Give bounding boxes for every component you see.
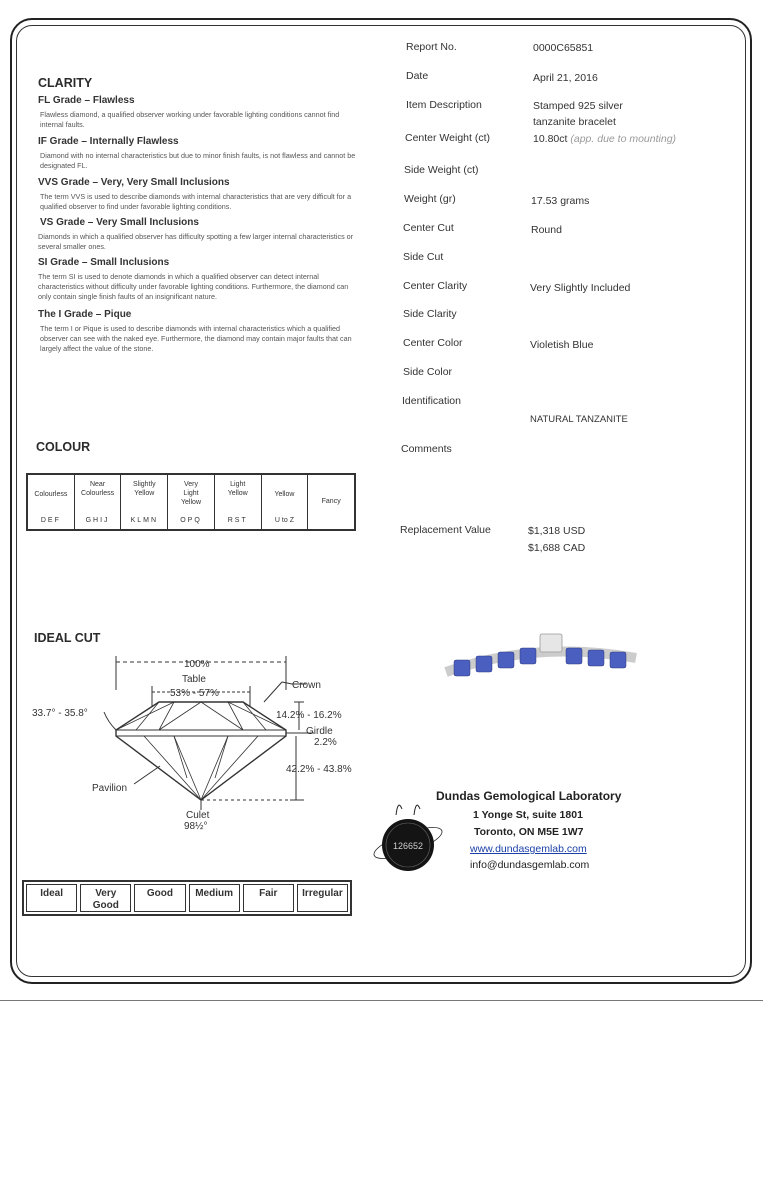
label-date: Date	[406, 70, 429, 82]
lab-address-line1: 1 Yonge St, suite 1801	[473, 809, 583, 821]
grade-text-vvs: The term VVS is used to describe diamonds with internal characteristics that are very difficult for a qualified observer to find under favorable lighting conditions.	[40, 192, 352, 211]
label-table: Table	[182, 674, 206, 685]
lab-name: Dundas Gemological Laboratory	[436, 789, 622, 803]
label-side-clarity: Side Clarity	[403, 308, 457, 320]
colour-code: DEF	[40, 517, 61, 524]
grade-title-i: The I Grade – Pique	[38, 309, 132, 320]
cut-grade-ideal: Ideal	[26, 884, 77, 912]
colour-grade-table	[26, 473, 356, 531]
page-divider	[0, 1000, 763, 1001]
colour-heading: COLOUR	[36, 440, 91, 454]
label-center-color: Center Color	[403, 337, 463, 349]
cut-grade-irregular: Irregular	[297, 884, 348, 912]
grade-text-if: Diamond with no internal characteristics but due to minor finish faults, is not flawless and cannot be designated FL.	[40, 151, 356, 170]
label-weight-gr: Weight (gr)	[404, 193, 456, 205]
value-weight-gr: 17.53 grams	[531, 195, 590, 207]
crown-facet-left	[136, 702, 159, 730]
label-center-weight: Center Weight (ct)	[405, 132, 490, 144]
label-girdle-value: 2.2%	[314, 737, 337, 748]
label-side-color: Side Color	[403, 366, 453, 378]
label-center-clarity: Center Clarity	[403, 280, 468, 292]
label-item-description: Item Description	[406, 99, 482, 111]
label-culet-value: 98½°	[184, 821, 208, 832]
label-culet: Culet	[186, 810, 210, 821]
value-item-description: Stamped 925 silver	[533, 100, 623, 112]
crown-facet-right	[243, 702, 266, 730]
gem-cluster	[476, 656, 492, 672]
gem-cluster	[520, 648, 536, 664]
clarity-heading: CLARITY	[38, 76, 93, 90]
grade-text-vs: Diamonds in which a qualified observer has difficulty spotting a few larger internal characteristics or several smaller ones.	[38, 232, 354, 251]
value-center-cut: Round	[531, 224, 562, 236]
colour-name: Fancy	[321, 498, 341, 505]
value-replacement-cad: $1,688 CAD	[528, 542, 586, 554]
label-crown-height: 14.2% - 16.2%	[276, 710, 342, 721]
diamond-outline	[116, 702, 286, 800]
pavilion-facet	[144, 736, 201, 800]
label-side-cut: Side Cut	[403, 251, 444, 263]
pavilion-leader	[134, 766, 160, 784]
colour-cell-near-colourless	[75, 475, 122, 529]
ideal-cut-heading: IDEAL CUT	[34, 631, 101, 645]
grade-title-if: IF Grade – Internally Flawless	[38, 136, 179, 147]
cut-grade-fair: Fair	[243, 884, 294, 912]
value-center-weight: 10.80ct (app. due to mounting)	[533, 133, 677, 145]
grade-title-vvs: VVS Grade – Very, Very Small Inclusions	[38, 177, 230, 188]
colour-cell-colourless	[28, 475, 75, 529]
diamond-proportions-diagram	[24, 650, 364, 840]
grade-text-i: The term I or Pique is used to describe diamonds with internal characteristics which a qualified observer can see with the naked eye. Furthermore, the diamond may contain major faults that can largely affect the value of the stone.	[40, 324, 352, 353]
colour-cell-very-light-yellow	[168, 475, 215, 529]
lab-address-line2: Toronto, ON M5E 1W7	[474, 826, 584, 838]
grade-title-fl: FL Grade – Flawless	[38, 95, 135, 106]
label-crown-angle: 33.7° - 35.8°	[32, 708, 88, 719]
label-total-width: 100%	[184, 659, 210, 670]
grade-text-fl: Flawless diamond, a qualified observer working under favorable lighting conditions cannot find internal faults.	[40, 110, 340, 129]
gem-cluster	[566, 648, 582, 664]
seal-number: 126652	[392, 841, 424, 851]
cut-grade-very-good: Very Good	[80, 884, 131, 912]
bracelet-band	[446, 652, 636, 672]
colour-name: Colourless	[34, 491, 68, 498]
label-table-range: 53% - 57%	[170, 688, 219, 699]
cut-grade-table	[22, 880, 352, 916]
colour-cell-yellow	[262, 475, 309, 529]
colour-cell-light-yellow	[215, 475, 262, 529]
lab-email: info@dundasgemlab.com	[470, 859, 590, 871]
colour-name: Near Colourless	[81, 481, 115, 497]
grade-title-si: SI Grade – Small Inclusions	[38, 257, 170, 268]
label-center-cut: Center Cut	[403, 222, 454, 234]
value-item-description-line2: tanzanite bracelet	[533, 116, 616, 128]
grade-title-vs: VS Grade – Very Small Inclusions	[40, 217, 199, 228]
colour-cell-slightly-yellow	[121, 475, 168, 529]
seal-marks	[396, 805, 420, 815]
pavilion-facet	[201, 736, 258, 800]
colour-name: Light Yellow	[227, 481, 248, 497]
label-pavilion: Pavilion	[92, 783, 128, 794]
label-report-no: Report No.	[406, 41, 457, 53]
gem-cluster	[610, 652, 626, 668]
colour-code: GHIJ	[85, 517, 110, 524]
value-center-color: Violetish Blue	[530, 339, 594, 351]
colour-name: Very Light Yellow	[181, 481, 201, 506]
crown-angle-arc	[104, 712, 116, 730]
value-report-no: 0000C65851	[533, 42, 594, 54]
colour-code: RST	[227, 517, 248, 524]
label-identification: Identification	[402, 395, 461, 407]
cut-grade-good: Good	[134, 884, 185, 912]
gem-cluster	[454, 660, 470, 676]
label-pavilion-depth: 42.2% - 43.8%	[286, 764, 352, 775]
colour-cell-fancy	[308, 475, 354, 529]
label-girdle: Girdle	[306, 726, 333, 737]
value-replacement-usd: $1,318 USD	[528, 525, 586, 537]
cut-grade-medium: Medium	[189, 884, 240, 912]
label-crown: Crown	[292, 680, 321, 691]
colour-name: Slightly Yellow	[133, 481, 156, 497]
colour-name: Yellow	[274, 491, 295, 498]
label-replacement-value: Replacement Value	[400, 524, 491, 536]
label-side-weight: Side Weight (ct)	[404, 164, 479, 176]
colour-code: U to Z	[274, 517, 294, 524]
value-date: April 21, 2016	[533, 72, 598, 84]
value-center-clarity: Very Slightly Included	[530, 282, 631, 294]
gem-cluster	[498, 652, 514, 668]
crown-leader-arrow	[264, 682, 282, 702]
bracelet-photo	[436, 628, 646, 688]
lab-website-link[interactable]: www.dundasgemlab.com	[470, 843, 587, 855]
bracelet-clasp	[540, 634, 562, 652]
grade-text-si: The term SI is used to denote diamonds in which a qualified observer can detect internal characteristics without difficulty under favorable lighting conditions. Furthermore, the diamond can only contain single finish faults of an insignificant nature.	[38, 272, 349, 301]
gem-cluster	[588, 650, 604, 666]
colour-code: KLMN	[130, 517, 159, 524]
label-comments: Comments	[401, 443, 452, 455]
lab-seal	[368, 795, 448, 885]
center-weight-hint: (app. due to mounting)	[570, 133, 677, 145]
colour-code: OPQ	[180, 517, 202, 524]
value-identification: NATURAL TANZANITE	[530, 414, 628, 425]
crown-facets	[116, 702, 286, 730]
